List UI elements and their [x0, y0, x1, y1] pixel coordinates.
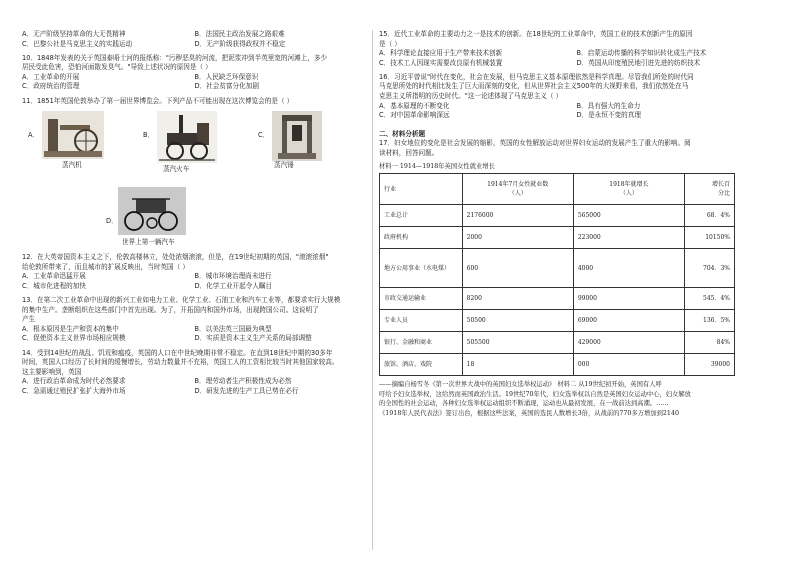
- cell-1914: 2176000: [462, 205, 573, 227]
- q10-stem-line: 居民受此危害，恐怕河面散发臭气。"导致上述状况的原因是（ ）: [22, 63, 212, 72]
- cell-1918: 223000: [573, 227, 684, 249]
- q11-option-a-caption: 蒸汽机: [62, 161, 82, 170]
- cell-1914: 18: [462, 354, 573, 376]
- q14-stem-line: 14．受到14世纪的战乱、饥荒和瘟疫，英国的人口在中世纪晚期非常不稳定。在直到18世纪中期的30多年: [22, 348, 333, 357]
- q14-option-c: C．急需通过殖民扩张扩大海外市场: [22, 386, 126, 395]
- q16-option-d: D．是永恒不变的真理: [576, 111, 641, 120]
- cell-industry: 工业总计: [380, 205, 463, 227]
- q10-options-row-1: [22, 73, 367, 83]
- cell-1918: 99000: [573, 288, 684, 310]
- employment-table: [379, 173, 735, 376]
- q16-option-b: B．具有强大的生命力: [576, 101, 641, 110]
- material-text-line: 的全国性的社会运动，各种妇女选举权运动组织不断涌现，运动也从最初发展，在一战前达到高潮。……: [379, 400, 669, 408]
- cell-percent: 704．3%: [685, 249, 735, 288]
- section-title: 二、材料分析题: [379, 129, 426, 138]
- cell-industry: 旅馆、酒店、戏院: [380, 354, 463, 376]
- q14-option-d: D．研发先进的生产工具已势在必行: [194, 386, 299, 395]
- q17-stem-line: 17．妇女地位的变化是社会发展的缩影，英国的女性解放运动对世界妇女运动的发展产生了重大的影响。阅: [379, 139, 691, 148]
- right-column: [379, 30, 774, 419]
- q16-stem-line: 克思主义所指明的历史时代。"这一论述体现了马克思主义（ ）: [379, 92, 563, 101]
- q11-option-b-letter: B．: [143, 131, 155, 140]
- q12-option-b: B．城市环境治理尚未进行: [194, 272, 272, 281]
- cell-1918: 69000: [573, 310, 684, 332]
- q15-option-a: A．科学理论直接应用于生产带来技术创新: [379, 49, 503, 58]
- cell-1914: 8200: [462, 288, 573, 310]
- q12-stem-line: 给伦敦所带来了，而且城市的扩展反映出，当时英国（ ）: [22, 262, 189, 271]
- header-1918: [573, 174, 684, 205]
- q12-option-c: C．城市化进程的加快: [22, 281, 86, 290]
- q13-option-b: B．以美法英三国最为典型: [194, 324, 272, 333]
- cell-percent: 10150%: [685, 227, 735, 249]
- table-row: [380, 354, 735, 376]
- q10-options-row-2: [22, 82, 367, 92]
- steam-hammer-image: [272, 111, 322, 161]
- material-text-line: 《1918年人民代表法》签订出台，根据这些法案，英国的选民人数增长3倍，从战前的770多万增加到2140: [379, 410, 679, 417]
- header-1914-unit: （人）: [508, 190, 527, 198]
- cell-industry: 专业人员: [380, 310, 463, 332]
- q13-option-c: C．促使资本主义世界市场相应规模: [22, 334, 126, 343]
- q9-option-c: C．巴黎公社是马克思主义的实践运动: [22, 39, 133, 48]
- q9-options-row-2: [22, 40, 367, 50]
- cell-industry: 银行、金融和商业: [380, 332, 463, 354]
- q13-options-row-1: [22, 325, 367, 335]
- q14-option-a: A．进行政治革命成为时代必然要求: [22, 377, 126, 386]
- header-industry: 行业: [380, 174, 463, 205]
- cell-1914: 505500: [462, 332, 573, 354]
- table-row: [380, 288, 735, 310]
- q15-option-d: D．英国从印度殖民地引进先进的纺织技术: [576, 58, 701, 67]
- q11-option-a: [22, 109, 137, 185]
- q11-option-c: [252, 109, 367, 185]
- q12-option-d: D．化学工业开起令人瞩目: [194, 281, 273, 290]
- q16-options-row-2: [379, 111, 774, 121]
- cell-industry: 政府机构: [380, 227, 463, 249]
- q14-options-row-2: [22, 387, 367, 397]
- table-header-row: [380, 174, 735, 205]
- q15-stem-line: 是（ ）: [379, 39, 401, 48]
- q11-option-a-letter: A．: [28, 131, 40, 140]
- q15-option-b: B．启蒙运动传播的科学知识转化成生产技术: [576, 49, 707, 58]
- q16-option-a: A．基本原理的不断变化: [379, 101, 450, 110]
- table-title: 材料一 1914—1918年英国女性就业增长: [379, 162, 495, 170]
- q13-stem-line: 的集中生产。垄断组织在这些部门中首先出现。为了，开拓国内和国外市场，出现跨国公司。这说明了: [22, 305, 319, 314]
- q14-stem-line: 时间，英国人口经历了长时间的缓慢增长，劳动力数量并不充裕，英国工人的工资相比较当时其他国家较高。: [22, 358, 339, 367]
- q16-stem-line: 16．习近平曾说"时代在变化，社会在发展，但马克思主义基本原理依然是科学真理。尽管我们所处的时代同: [379, 72, 694, 81]
- q15-option-c: C．技术工人因现实需要改良原有机械装置: [379, 58, 503, 67]
- q13-option-a: A．根本原因是生产和资本的集中: [22, 324, 119, 333]
- cell-1914: 50500: [462, 310, 573, 332]
- cell-industry: 市政交通运输业: [380, 288, 463, 310]
- cell-1918: 4000: [573, 249, 684, 288]
- q9-options-row-1: [22, 30, 367, 40]
- q12-options-row-1: [22, 272, 367, 282]
- q11-stem-line: 11．1851年英国伦敦举办了第一届世界博览会。下列产品不可能出现在这次博览会的是（ ）: [22, 96, 294, 105]
- header-1914: [462, 174, 573, 205]
- cell-1918: 000: [573, 354, 684, 376]
- q14-option-b: B．理劳动者生产积极性成为必然: [194, 377, 292, 386]
- left-column: [22, 30, 367, 396]
- header-percent-line-1: 增长百: [711, 181, 730, 189]
- table-row: [380, 205, 735, 227]
- steam-train-image: [157, 111, 217, 163]
- q10-option-a: A．工业革命的开展: [22, 72, 80, 81]
- q16-stem-line: 马克思所处的时代相比发生了巨大而深刻的变化，但从世界社会主义500年的大视野来看，我们依然处在马: [379, 82, 689, 91]
- q11-option-c-letter: C．: [258, 131, 270, 140]
- q9-option-d: D．无产阶级获得政权并不稳定: [194, 39, 286, 48]
- q13-stem-line: 产生: [22, 315, 36, 324]
- q17-stem-line: 读材料，回答问题。: [379, 149, 439, 158]
- q12-stem-line: 12．在大英帝国资本主义之下，伦敦高楼林立，处处浓烟滚滚，但是，在19世纪初期的英国，"滚滚浓烟": [22, 253, 329, 262]
- header-percent-line-2: 分比: [717, 190, 730, 198]
- cell-1918: 429000: [573, 332, 684, 354]
- table-row: [380, 227, 735, 249]
- cell-percent: 39000: [685, 354, 735, 376]
- q13-option-d: D．实质是资本主义生产关系的局部调整: [194, 334, 312, 343]
- q11-option-b-caption: 蒸汽火车: [163, 165, 190, 174]
- cell-industry: 地方公用事业（水电煤）: [380, 249, 463, 288]
- cell-percent: 545．4%: [685, 288, 735, 310]
- q11-option-d: [22, 187, 367, 247]
- q10-option-b: B．人民缺乏环保意识: [194, 72, 259, 81]
- q15-options-row-2: [379, 59, 774, 69]
- q16-options-row-1: [379, 102, 774, 112]
- cell-1914: 2000: [462, 227, 573, 249]
- header-1918-label: 1918年就增长: [609, 181, 649, 189]
- table-row: [380, 249, 735, 288]
- cell-percent: 84%: [685, 332, 735, 354]
- material-text-line: ——摘编自杨雪冬《第一次世界大战中的英国妇女选举权运动》 材料二 从19世纪初开始，英国有人呼: [379, 381, 662, 389]
- cell-1914: 600: [462, 249, 573, 288]
- q15-options-row-1: [379, 49, 774, 59]
- table-row: [380, 310, 735, 332]
- column-divider: [372, 30, 373, 550]
- q11-figures: [22, 109, 367, 185]
- header-1918-unit: （人）: [619, 190, 638, 198]
- q12-option-a: A．工业革命迅猛开展: [22, 272, 86, 281]
- q9-option-b: B．法国民主政治发展之路艰难: [194, 30, 285, 38]
- cell-1918: 565000: [573, 205, 684, 227]
- steam-engine-image: [42, 111, 104, 159]
- q11-option-d-letter: D．: [106, 217, 118, 226]
- q9-option-a: A．无产阶级坚持革命的大无畏精神: [22, 30, 126, 38]
- material-text-line: 吁给予妇女选举权，这给然而英国政治生活。19世纪70年代，妇女选举权以自然是英国妇女运动中心，妇女解放: [379, 390, 691, 398]
- table-row: [380, 332, 735, 354]
- q10-option-d: D．社会贫富分化加剧: [194, 82, 259, 91]
- q12-options-row-2: [22, 282, 367, 292]
- q10-option-c: C．政府统治的管理: [22, 82, 80, 91]
- q11-option-b: [137, 109, 252, 185]
- q11-option-d-caption: 世界上第一辆汽车: [122, 238, 175, 247]
- cell-percent: 136．5%: [685, 310, 735, 332]
- q13-stem-line: 13．在第二次工业革命中出现的新兴工业如电力工业、化学工业、石油工业和汽车工业等，都要求实行大规模: [22, 296, 341, 305]
- q14-stem-line: 这主要影响到，英国: [22, 367, 82, 376]
- first-car-image: [118, 187, 186, 235]
- q10-stem-line: 10．1848年发表的关于英国泰晤士河的报纸称："污秽恶臭的河流，把泥浆冲到半英里宽的河滩上，多少: [22, 53, 328, 62]
- q16-option-c: C．对中国革命影响深远: [379, 111, 450, 120]
- cell-percent: 68．4%: [685, 205, 735, 227]
- header-1914-label: 1914年7月女性就业数: [487, 181, 549, 189]
- q14-options-row-1: [22, 377, 367, 387]
- q15-stem-line: 15．近代工业革命的主要动力之一是技术的创新。在18世纪的工业革命中，英国工业的技术创新产生的原因: [379, 30, 693, 38]
- q13-options-row-2: [22, 334, 367, 344]
- header-percent: [685, 174, 735, 205]
- q11-option-c-caption: 蒸汽锤: [274, 161, 294, 170]
